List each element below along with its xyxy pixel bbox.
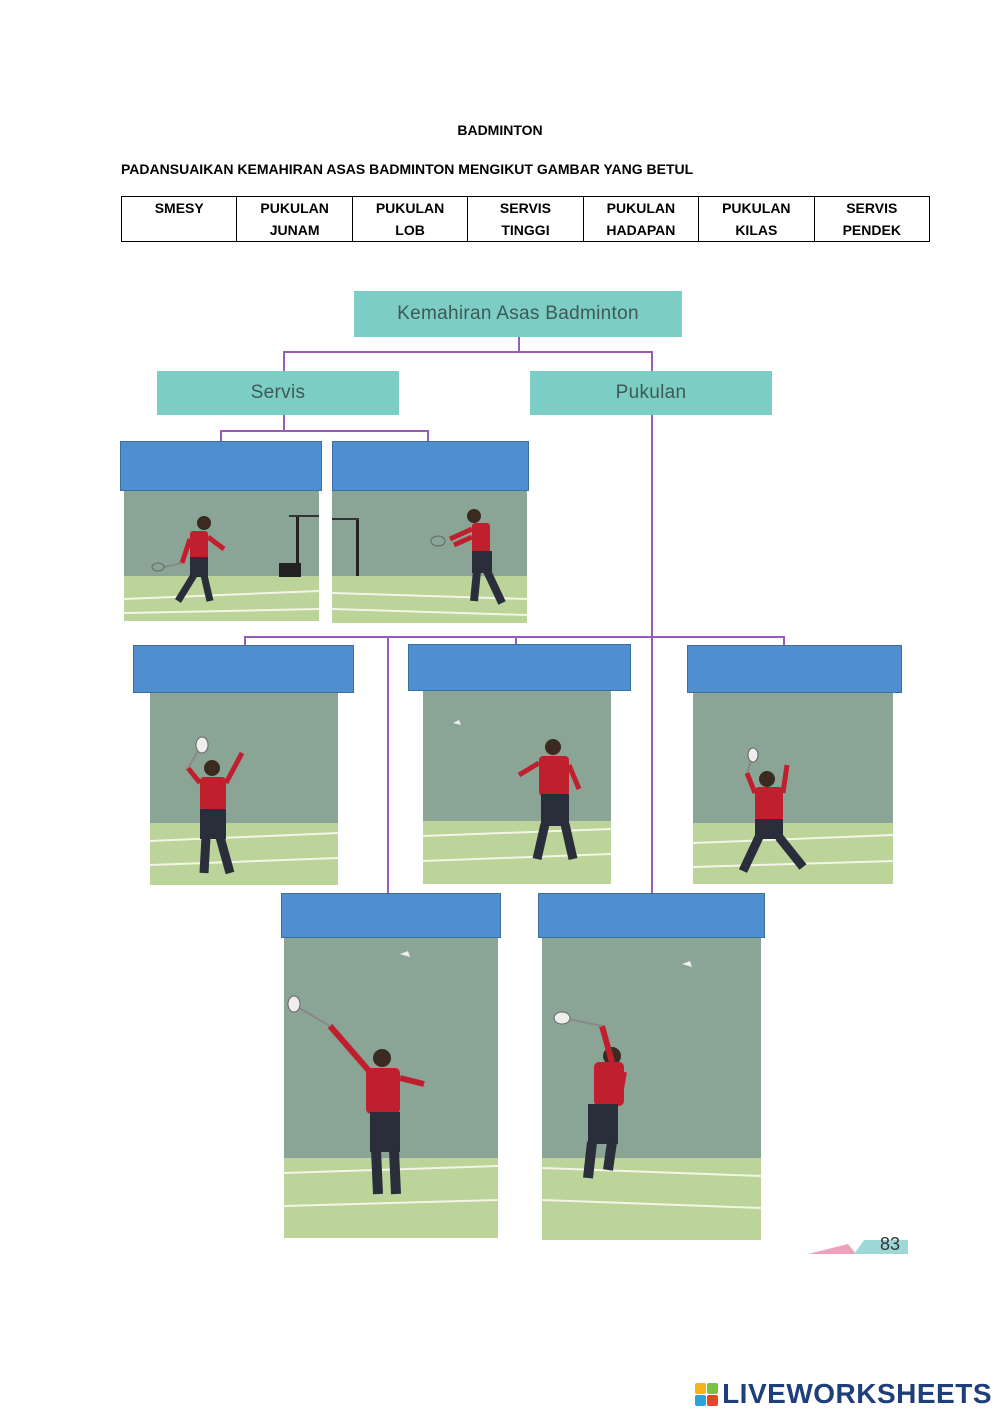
connector-line	[651, 415, 653, 893]
answer-slot-1[interactable]	[120, 441, 322, 491]
connector-line	[244, 636, 784, 638]
player-photo-7	[542, 938, 761, 1240]
instruction-text: PADANSUAIKAN KEMAHIRAN ASAS BADMINTON MENGIKUT GAMBAR YANG BETUL	[121, 161, 694, 177]
word-pukulan-junam: PUKULAN JUNAM	[237, 197, 352, 242]
answer-slot-7[interactable]	[538, 893, 765, 938]
word-servis-pendek: SERVIS PENDEK	[814, 197, 929, 242]
answer-slot-4[interactable]	[408, 644, 631, 691]
word-pukulan-lob: PUKULAN LOB	[352, 197, 467, 242]
player-photo-4	[423, 691, 611, 884]
answer-slot-6[interactable]	[281, 893, 501, 938]
worksheet-title: BADMINTON	[457, 122, 543, 138]
answer-slot-5[interactable]	[687, 645, 902, 693]
liveworksheets-logo-icon	[695, 1383, 718, 1406]
connector-line	[651, 351, 653, 371]
connector-line	[283, 351, 285, 371]
word-bank-table	[121, 196, 930, 242]
page-number: 83	[880, 1234, 901, 1254]
brand-text: LIVEWORKSHEETS	[722, 1378, 992, 1409]
servis-box: Servis	[157, 371, 399, 415]
pukulan-box: Pukulan	[530, 371, 772, 415]
answer-slot-2[interactable]	[332, 441, 529, 491]
player-photo-5	[693, 693, 893, 884]
word-smesy: SMESY	[122, 197, 237, 242]
connector-line	[283, 351, 652, 353]
player-photo-1	[124, 491, 319, 621]
word-servis-tinggi: SERVIS TINGGI	[468, 197, 583, 242]
connector-line	[387, 636, 389, 893]
player-photo-3	[150, 693, 338, 885]
word-pukulan-kilas: PUKULAN KILAS	[699, 197, 814, 242]
connector-line	[283, 415, 285, 431]
word-pukulan-hadapan: PUKULAN HADAPAN	[583, 197, 698, 242]
player-photo-6	[284, 938, 498, 1238]
player-photo-2	[332, 491, 527, 623]
answer-slot-3[interactable]	[133, 645, 354, 693]
connector-line	[220, 430, 428, 432]
connector-line	[518, 337, 520, 352]
root-skill-box: Kemahiran Asas Badminton	[354, 291, 682, 337]
liveworksheets-brand	[695, 1378, 992, 1410]
